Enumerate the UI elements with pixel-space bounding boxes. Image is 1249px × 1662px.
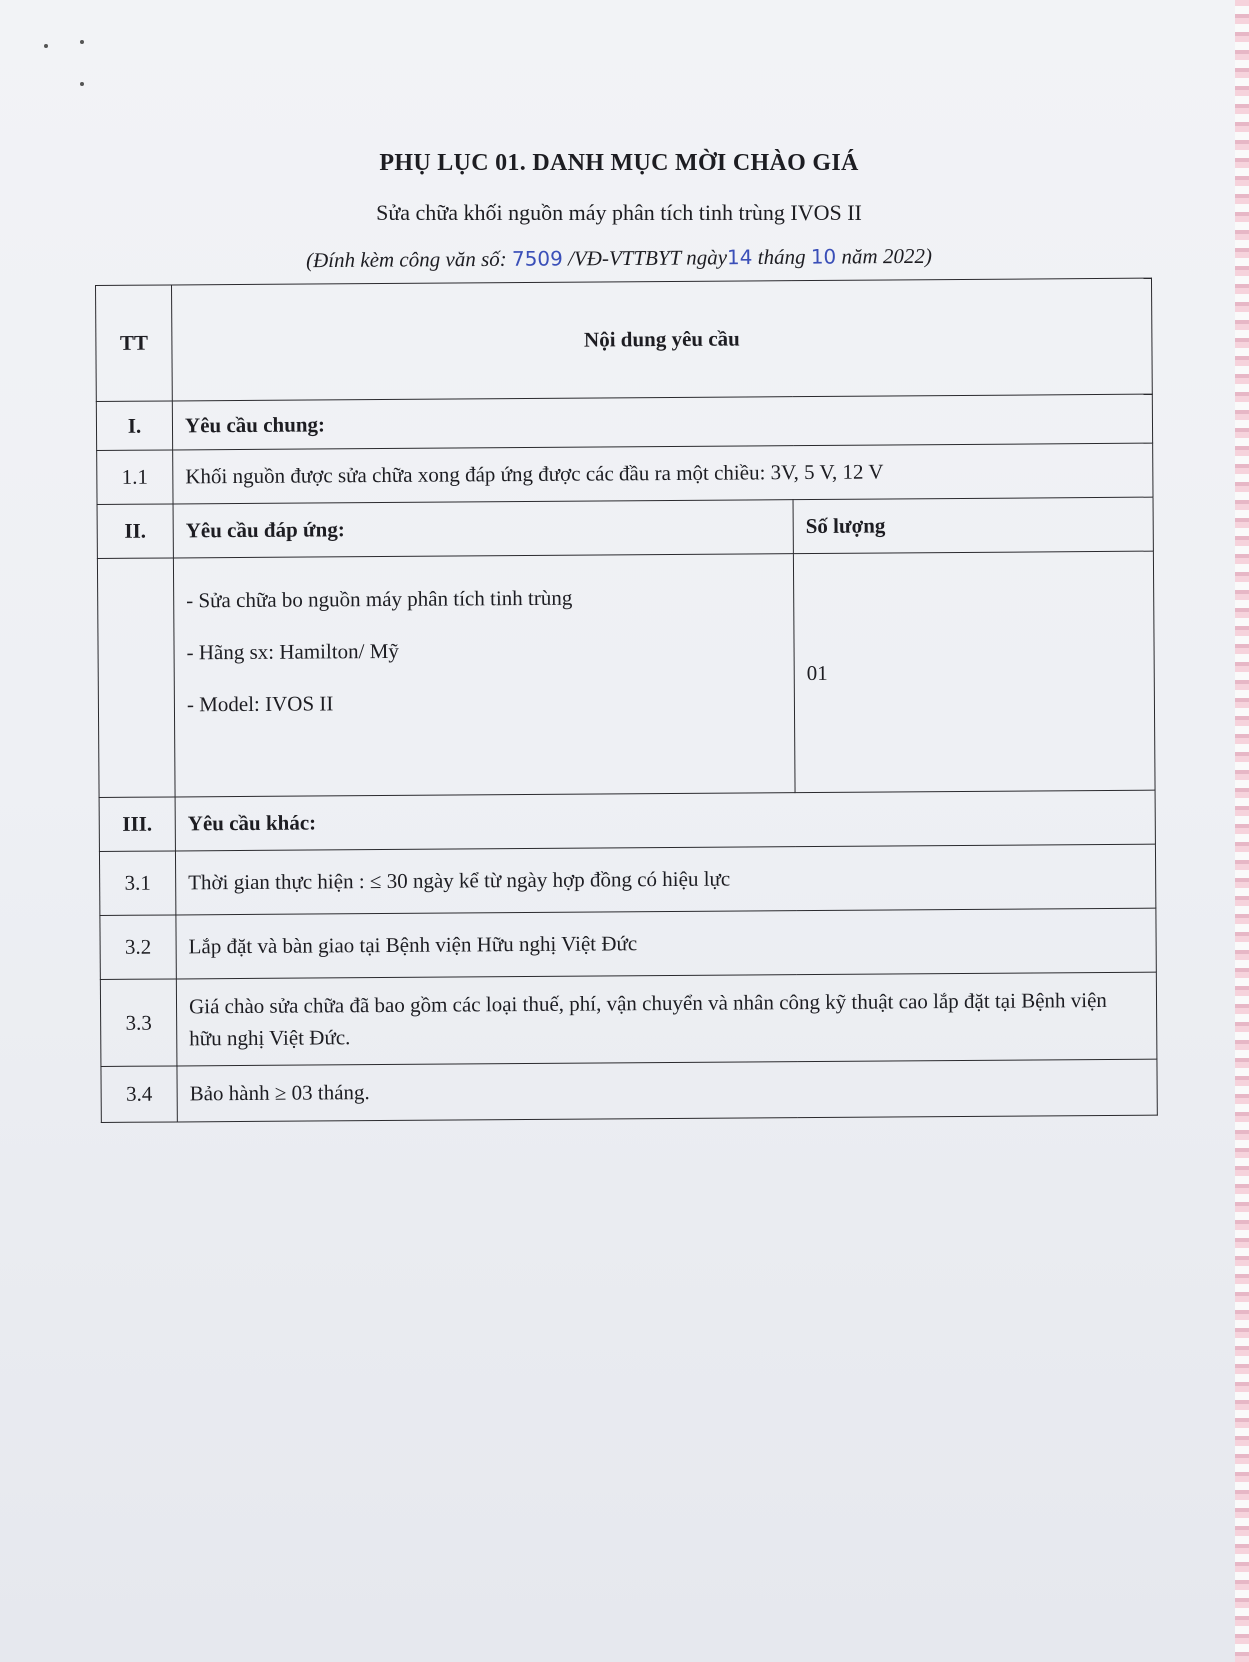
table-row bbox=[99, 844, 1155, 915]
item-quantity: 01 bbox=[793, 551, 1155, 793]
row-text: Bảo hành ≥ 03 tháng. bbox=[177, 1059, 1157, 1122]
item-line: - Model: IVOS II bbox=[186, 691, 334, 717]
row-text: Lắp đặt và bàn giao tại Bệnh viện Hữu nghị Việt Đức bbox=[176, 908, 1156, 979]
requirements-table bbox=[95, 278, 1157, 1123]
speck bbox=[80, 40, 84, 44]
speck bbox=[80, 82, 84, 86]
item-row bbox=[97, 551, 1155, 798]
speck bbox=[44, 44, 48, 48]
row-number: 3.4 bbox=[101, 1066, 177, 1122]
item-description bbox=[173, 553, 795, 797]
section-number: II. bbox=[97, 504, 173, 558]
handwritten-month: 10 bbox=[810, 244, 837, 269]
table-row bbox=[100, 908, 1156, 979]
table-header-row bbox=[96, 278, 1153, 401]
section-number: III. bbox=[99, 797, 175, 851]
row-number: 3.3 bbox=[100, 979, 177, 1066]
document-subtitle: Sửa chữa khối nguồn máy phân tích tinh trùng IVOS II bbox=[376, 200, 862, 225]
attachment-month-label: tháng bbox=[752, 244, 806, 270]
row-number: 1.1 bbox=[97, 450, 173, 504]
page-edge bbox=[1235, 0, 1249, 1662]
attachment-mid: /VĐ-VTTBYT ngày bbox=[568, 245, 728, 271]
row-text: Thời gian thực hiện : ≤ 30 ngày kể từ ngày hợp đồng có hiệu lực bbox=[175, 844, 1155, 915]
section-number: I. bbox=[96, 401, 172, 451]
handwritten-day: 14 bbox=[726, 245, 753, 270]
row-text: Giá chào sửa chữa đã bao gồm các loại thuế, phí, vận chuyển và nhân công kỹ thuật cao lắp đặt tại Bệnh viện hữu nghị Việt Đức. bbox=[176, 972, 1157, 1066]
section-label: Yêu cầu đáp ứng: bbox=[173, 500, 793, 558]
item-line: - Hãng sx: Hamilton/ Mỹ bbox=[186, 638, 399, 665]
header-tt: TT bbox=[96, 285, 173, 401]
row-number: 3.1 bbox=[99, 851, 175, 916]
attachment-suffix: năm 2022) bbox=[836, 243, 932, 269]
section-row bbox=[99, 791, 1155, 852]
section-label: Yêu cầu chung: bbox=[172, 394, 1152, 450]
item-line: - Sửa chữa bo nguồn máy phân tích tinh trùng bbox=[186, 585, 573, 613]
header-content: Nội dung yêu cầu bbox=[172, 278, 1153, 401]
section-row bbox=[96, 394, 1152, 451]
table-row bbox=[101, 1059, 1157, 1122]
section-label: Yêu cầu khác: bbox=[175, 791, 1155, 852]
attachment-note bbox=[0, 242, 1238, 276]
document-title: PHỤ LỤC 01. DANH MỤC MỜI CHÀO GIÁ bbox=[379, 150, 859, 176]
attachment-prefix: (Đính kèm công văn số: bbox=[305, 246, 507, 273]
table-row bbox=[100, 972, 1157, 1066]
handwritten-document-number: 7509 bbox=[511, 246, 563, 271]
section-row bbox=[97, 497, 1153, 558]
row-number: 3.2 bbox=[100, 915, 176, 980]
quantity-header: Số lượng bbox=[793, 497, 1153, 553]
row-number bbox=[97, 558, 175, 798]
table-row bbox=[97, 443, 1153, 504]
row-text: Khối nguồn được sửa chữa xong đáp ứng được các đầu ra một chiều: 3V, 5 V, 12 V bbox=[173, 443, 1153, 504]
